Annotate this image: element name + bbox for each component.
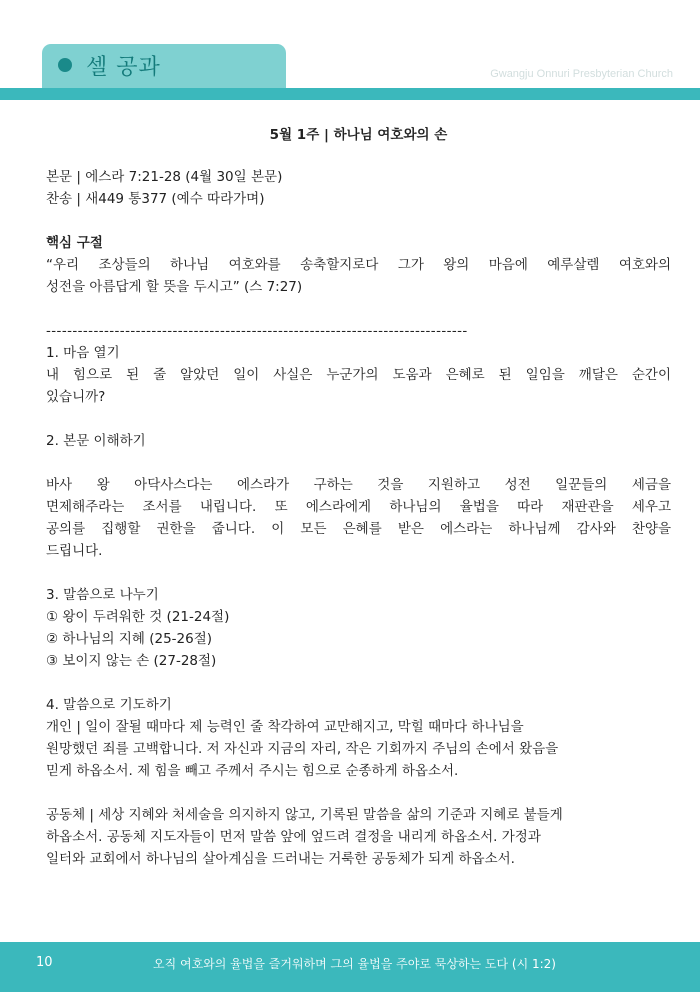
divider: -------------------------------------------------------------------------------- bbox=[46, 323, 468, 339]
prayer-line: 하옵소서. 공동체 지도자들이 먼저 말씀 앞에 엎드려 결정을 내리게 하옵소서. 가정과 bbox=[46, 829, 541, 845]
section-heading-share: 3. 말씀으로 나누기 bbox=[46, 587, 159, 603]
list-item: ② 하나님의 지혜 (25-26절) bbox=[46, 631, 213, 647]
list-item: ③ 보이지 않는 손 (27-28절) bbox=[46, 653, 217, 669]
header-bar bbox=[0, 88, 700, 100]
prayer-line: 공동체 | 세상 지혜와 처세술을 의지하지 않고, 기록된 말씀을 삶의 기준과 지혜로 붙들게 bbox=[46, 807, 563, 823]
prayer-line: 원망했던 죄를 고백합니다. 저 자신과 지금의 자리, 작은 기회까지 주님의 손에서 왔음을 bbox=[46, 741, 559, 757]
hymn: 찬송 | 새449 통377 (예수 따라가며) bbox=[46, 191, 265, 207]
key-verse-heading: 핵심 구절 bbox=[46, 235, 103, 251]
paragraph-line: 바사 왕 아닥사스다는 에스라가 구하는 것을 지원하고 성전 일꾼들의 세금을 bbox=[46, 477, 671, 493]
prayer-line: 개인 | 일이 잘될 때마다 제 능력인 줄 착각하여 교만해지고, 막힐 때마다 하나님을 bbox=[46, 719, 524, 735]
footer-verse: 오직 여호와의 율법을 즐거워하며 그의 율법을 주야로 묵상하는 도다 (시 1:2) bbox=[153, 957, 556, 971]
prayer-line: 일터와 교회에서 하나님의 살아계심을 드러내는 거룩한 공동체가 되게 하옵소서. bbox=[46, 851, 515, 867]
lesson-title: 5월 1주 | 하나님 여호와의 손 bbox=[269, 127, 448, 143]
section-title: 셀 공과 bbox=[86, 55, 161, 80]
page-number: 10 bbox=[36, 955, 53, 970]
paragraph-line: 내 힘으로 된 줄 알았던 일이 사실은 누군가의 도움과 은혜로 된 일임을 깨달은 순간이 bbox=[46, 367, 671, 383]
section-heading-open: 1. 마음 열기 bbox=[46, 345, 120, 361]
paragraph-line: 있습니까? bbox=[46, 389, 106, 405]
prayer-line: 믿게 하옵소서. 제 힘을 빼고 주께서 주시는 힘으로 순종하게 하옵소서. bbox=[46, 763, 459, 779]
church-name: Gwangju Onnuri Presbyterian Church bbox=[490, 68, 673, 80]
lesson-content bbox=[46, 124, 671, 870]
list-item: ① 왕이 두려워한 것 (21-24절) bbox=[46, 609, 230, 625]
key-verse-line: 성전을 아름답게 할 뜻을 두시고” (스 7:27) bbox=[46, 279, 303, 295]
section-tab bbox=[42, 44, 286, 88]
section-heading-pray: 4. 말씀으로 기도하기 bbox=[46, 697, 172, 713]
section-heading-understand: 2. 본문 이해하기 bbox=[46, 433, 146, 449]
passage: 본문 | 에스라 7:21-28 (4월 30일 본문) bbox=[46, 169, 283, 185]
bullet-dot-icon bbox=[58, 58, 72, 72]
key-verse-line: “우리 조상들의 하나님 여호와를 송축할지로다 그가 왕의 마음에 예루살렘 여호와의 bbox=[46, 257, 671, 273]
paragraph-line: 면제해주라는 조서를 내립니다. 또 에스라에게 하나님의 율법을 따라 재판관을 세우고 bbox=[46, 499, 671, 515]
paragraph-line: 공의를 집행할 권한을 줍니다. 이 모든 은혜를 받은 에스라는 하나님께 감사와 찬양을 bbox=[46, 521, 671, 537]
paragraph-line: 드립니다. bbox=[46, 543, 103, 559]
footer-bar bbox=[0, 942, 700, 992]
